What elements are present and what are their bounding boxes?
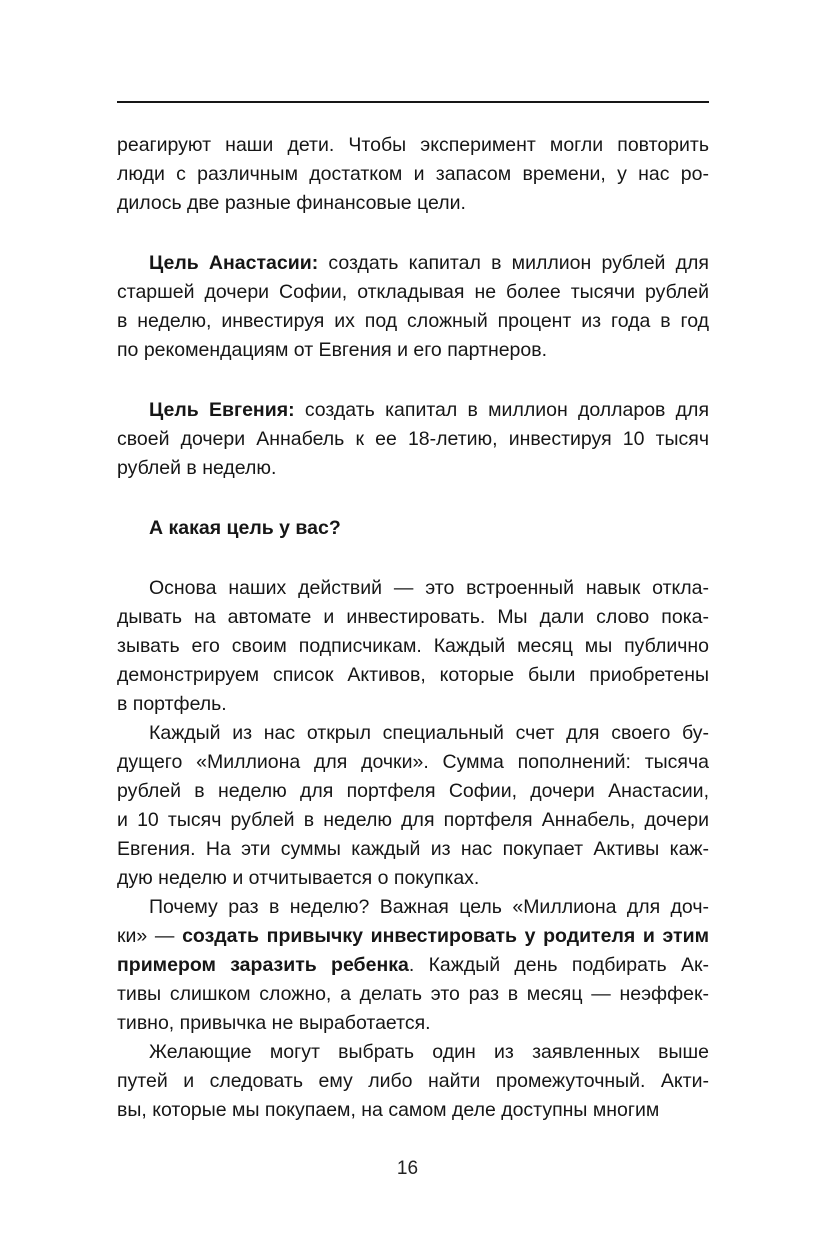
text-line [117,951,709,980]
text-line [117,396,709,425]
text-line [117,893,709,922]
body-text: рублей в неделю для портфеля Софии, дочери Анастасии, [117,780,709,802]
body-text: старшей дочери Софии, откладывая не более тысячи рублей [117,281,709,303]
body-text: Каждый из нас открыл специальный счет для своего бу- [149,722,709,744]
body-text: Почему раз в неделю? Важная цель «Миллиона для доч- [149,896,709,918]
body-text: тивно, привычка не выработается. [117,1012,431,1034]
bold-text: создать привычку инвестировать у родителя и этим [182,925,709,947]
body-text: люди с различным достатком и запасом времени, у нас ро- [117,163,709,185]
text-line [117,864,709,893]
text-line [117,1009,709,1038]
text-line [117,777,709,806]
text-line [117,980,709,1009]
paragraph-continuation [117,131,709,218]
text-line [117,336,709,365]
text-line [117,160,709,189]
body-text: демонстрируем список Активов, которые были приобретены [117,664,709,686]
text-line [117,454,709,483]
body-text: создать капитал в миллион долларов для [294,399,709,421]
body-text: реагируют наши дети. Чтобы эксперимент могли повторить [117,134,709,156]
text-line [117,603,709,632]
body-text: в портфель. [117,693,227,715]
body-text: . Каждый день подбирать Ак- [408,954,710,976]
body-text: Основа наших действий — это встроенный навык откла- [149,577,709,599]
body-text: рублей в неделю. [117,457,277,479]
text-line [117,661,709,690]
body-text: создать капитал в миллион рублей для [318,252,709,274]
text-line [117,690,709,719]
page-body [117,131,709,1125]
paragraph-choose-path [117,1038,709,1125]
paragraph-goal-anastasia [117,249,709,365]
body-text: зывать его своим подписчикам. Каждый месяц мы публично [117,635,709,657]
page-number: 16 [396,1158,419,1179]
bold-text: примером заразить ребенка [117,954,409,976]
text-line [117,719,709,748]
text-line [117,1096,709,1125]
paragraph-why-weekly [117,893,709,1038]
body-text: дилось две разные финансовые цели. [117,192,466,214]
header-rule [117,101,709,103]
text-line [117,1067,709,1096]
text-line [117,249,709,278]
text-line [117,1038,709,1067]
text-line [117,131,709,160]
bold-text: Цель Евгения: [149,399,295,421]
body-text: Евгения. На эти суммы каждый из нас покупает Активы каж- [117,838,709,860]
body-text: в неделю, инвестируя их под сложный процент из года в год [117,310,709,332]
body-text: дую неделю и отчитывается о покупках. [117,867,480,889]
text-line [117,632,709,661]
paragraph-goal-evgeny [117,396,709,483]
text-line [117,307,709,336]
body-text: и 10 тысяч рублей в неделю для портфеля Аннабель, дочери [117,809,709,831]
text-line [117,835,709,864]
heading-line [117,514,709,543]
text-line [117,574,709,603]
body-text: вы, которые мы покупаем, на самом деле доступны многим [117,1099,660,1121]
body-text: Желающие могут выбрать один из заявленных выше [149,1041,709,1063]
body-text: дущего «Миллиона для дочки». Сумма пополнений: тысяча [117,751,709,773]
text-line [117,748,709,777]
text-line [117,189,709,218]
text-line [117,806,709,835]
body-text: путей и следовать ему либо найти промежуточный. Акти- [117,1070,709,1092]
body-text: по рекомендациям от Евгения и его партнеров. [117,339,548,361]
bold-text: Цель Анастасии: [149,252,319,274]
bold-text: А какая цель у вас? [149,517,341,539]
heading-your-goal-question [117,514,709,543]
body-text: ки» — [117,925,183,947]
text-line [117,425,709,454]
paragraph-special-accounts [117,719,709,893]
paragraph-habit-basis [117,574,709,719]
body-text: своей дочери Аннабель к ее 18-летию, инвестируя 10 тысяч [117,428,709,450]
text-line [117,922,709,951]
body-text: тивы слишком сложно, а делать это раз в месяц — неэффек- [117,983,709,1005]
text-line [117,278,709,307]
body-text: дывать на автомате и инвестировать. Мы дали слово пока- [117,606,709,628]
